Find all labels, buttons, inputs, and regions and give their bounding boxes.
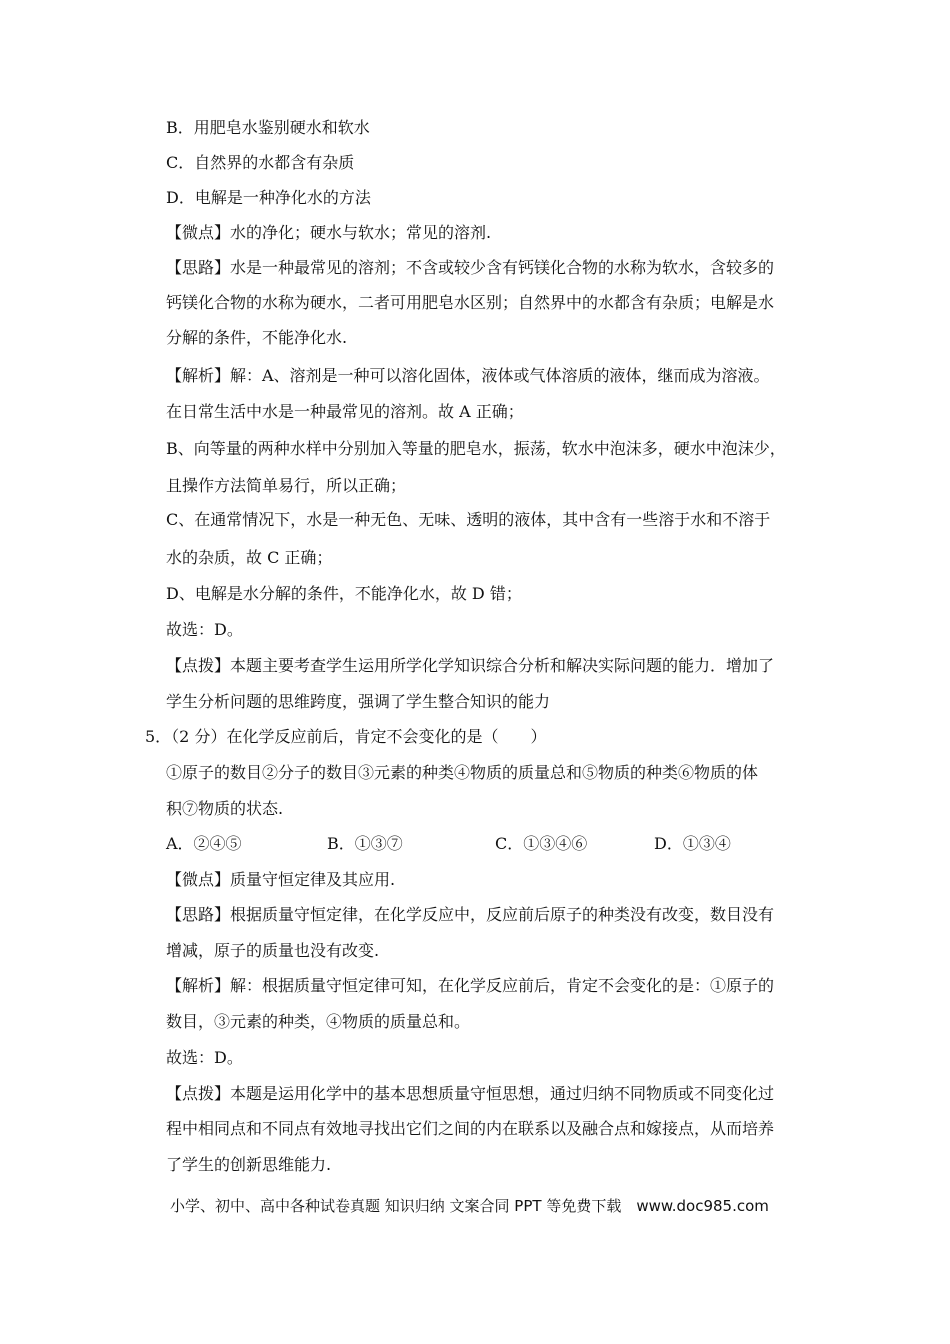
q4-dianbo-line-1: 【点拨】本题主要考查学生运用所学化学知识综合分析和解决实际问题的能力．增加了 xyxy=(166,656,775,675)
q4-option-c: C．自然界的水都含有杂质 xyxy=(166,153,355,172)
q5-dianbo-line-1: 【点拨】本题是运用化学中的基本思想质量守恒思想，通过归纳不同物质或不同变化过 xyxy=(166,1084,775,1103)
q5-option-c: C．①③④⑥ xyxy=(495,834,588,853)
q4-jiexi-line-7: D、电解是水分解的条件，不能净化水，故 D 错； xyxy=(166,584,522,603)
q5-silu-line-1: 【思路】根据质量守恒定律，在化学反应中，反应前后原子的种类没有改变，数目没有 xyxy=(166,905,775,924)
q5-stem: 5．（2 分）在化学反应前后，肯定不会变化的是（ ） xyxy=(145,727,547,746)
q4-silu-line-2: 钙镁化合物的水称为硬水，二者可用肥皂水区别；自然界中的水都含有杂质；电解是水 xyxy=(166,293,775,312)
q5-dianbo-line-3: 了学生的创新思维能力. xyxy=(166,1155,332,1174)
q4-option-d: D．电解是一种净化水的方法 xyxy=(166,188,371,207)
q5-items-line-2: 积⑦物质的状态. xyxy=(166,799,284,818)
q5-answer: 故选：D。 xyxy=(166,1048,243,1067)
q4-jiexi-line-2: 在日常生活中水是一种最常见的溶剂。故 A 正确； xyxy=(166,402,524,421)
q5-weidian: 【微点】质量守恒定律及其应用. xyxy=(166,870,396,889)
q5-jiexi-line-2: 数目，③元素的种类，④物质的质量总和。 xyxy=(166,1012,471,1031)
q4-silu-line-1: 【思路】水是一种最常见的溶剂；不含或较少含有钙镁化合物的水称为软水，含较多的 xyxy=(166,258,775,277)
q5-option-b: B．①③⑦ xyxy=(327,834,403,853)
q4-jiexi-line-1: 【解析】解：A、溶剂是一种可以溶化固体，液体或气体溶质的液体，继而成为溶液。 xyxy=(166,366,770,385)
q5-dianbo-line-2: 程中相同点和不同点有效地寻找出它们之间的内在联系以及融合点和嫁接点，从而培养 xyxy=(166,1119,775,1138)
q4-silu-line-3: 分解的条件，不能净化水. xyxy=(166,328,348,347)
q5-silu-line-2: 增减，原子的质量也没有改变. xyxy=(166,941,380,960)
q4-answer: 故选：D。 xyxy=(166,620,243,639)
q5-option-a: A．②④⑤ xyxy=(166,834,242,853)
q5-items-line-1: ①原子的数目②分子的数目③元素的种类④物质的质量总和⑤物质的种类⑥物质的体 xyxy=(166,763,759,782)
q4-jiexi-line-4: 且操作方法简单易行，所以正确； xyxy=(166,476,407,495)
q4-jiexi-line-5: C、在通常情况下，水是一种无色、无味、透明的液体，其中含有一些溶于水和不溶于 xyxy=(166,510,771,529)
page-footer: 小学、初中、高中各种试卷真题 知识归纳 文案合同 PPT 等免费下载 www.doc985.com xyxy=(170,1197,769,1215)
q4-jiexi-line-3: B、向等量的两种水样中分别加入等量的肥皂水，振荡，软水中泡沫多，硬水中泡沫少， xyxy=(166,439,786,458)
q4-jiexi-line-6: 水的杂质，故 C 正确； xyxy=(166,548,333,567)
q4-dianbo-line-2: 学生分析问题的思维跨度，强调了学生整合知识的能力 xyxy=(166,692,551,711)
q4-weidian: 【微点】水的净化；硬水与软水；常见的溶剂. xyxy=(166,223,492,242)
q5-options xyxy=(0,832,950,856)
q4-option-b: B．用肥皂水鉴别硬水和软水 xyxy=(166,118,370,137)
q5-option-d: D．①③④ xyxy=(654,834,731,853)
q5-jiexi-line-1: 【解析】解：根据质量守恒定律可知，在化学反应前后，肯定不会变化的是：①原子的 xyxy=(166,976,775,995)
